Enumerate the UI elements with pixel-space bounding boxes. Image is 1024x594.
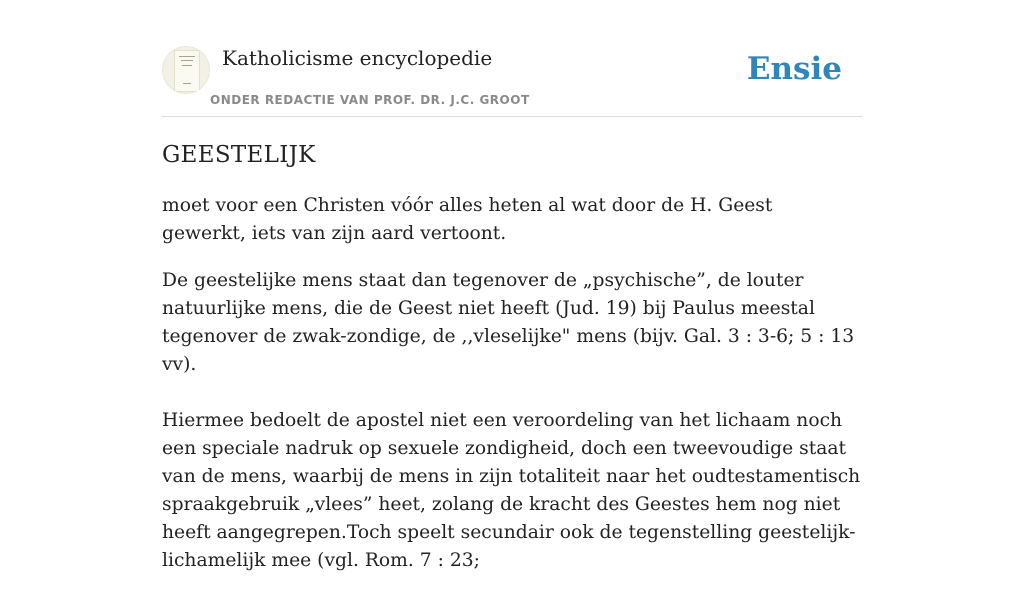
cover-text-line: [182, 65, 192, 66]
article-title: GEESTELIJK: [162, 142, 316, 168]
article-paragraph: De geestelijke mens staat dan tegenover de „psychische”, de louter natuurlijke mens, die de Geest niet heeft (Jud. 19) bij Paulus meestal tegenover de zwak-zondige, de ,,vleselijke" mens (bijv. Gal. 3 : 3-6; 5 : 13 vv).: [162, 270, 855, 375]
book-cover-icon[interactable]: [162, 46, 210, 94]
article-paragraph: Hiermee bedoelt de apostel niet een veroordeling van het lichaam noch een speciale nadruk op sexuele zondigheid, doch een tweevoudige staat van de mens, waarbij de mens in zijn totaliteit naar het oudtestamentisch spraakgebruik „vlees” heet, zolang de kracht des Geestes hem nog niet heeft aangegrepen.Toch speelt secundair ook de tegenstelling geestelijk-lichamelijk mee (vgl. Rom. 7 : 23;: [162, 410, 861, 571]
book-cover-page: [174, 50, 200, 92]
brand-logo[interactable]: Ensie: [746, 51, 842, 87]
cover-subtitle-line: [181, 60, 193, 61]
site-header: [162, 0, 862, 117]
cover-publisher-line: [183, 83, 191, 84]
page: [162, 0, 862, 571]
article-body: [162, 192, 862, 594]
article-paragraph: moet voor een Christen vóór alles heten al wat door de H. Geest gewerkt, iets van zijn aard vertoont.: [162, 195, 773, 244]
cover-title-line: [179, 56, 195, 57]
site-subtitle: ONDER REDACTIE VAN PROF. DR. J.C. GROOT: [210, 93, 530, 107]
site-title[interactable]: Katholicisme encyclopedie: [222, 46, 493, 70]
